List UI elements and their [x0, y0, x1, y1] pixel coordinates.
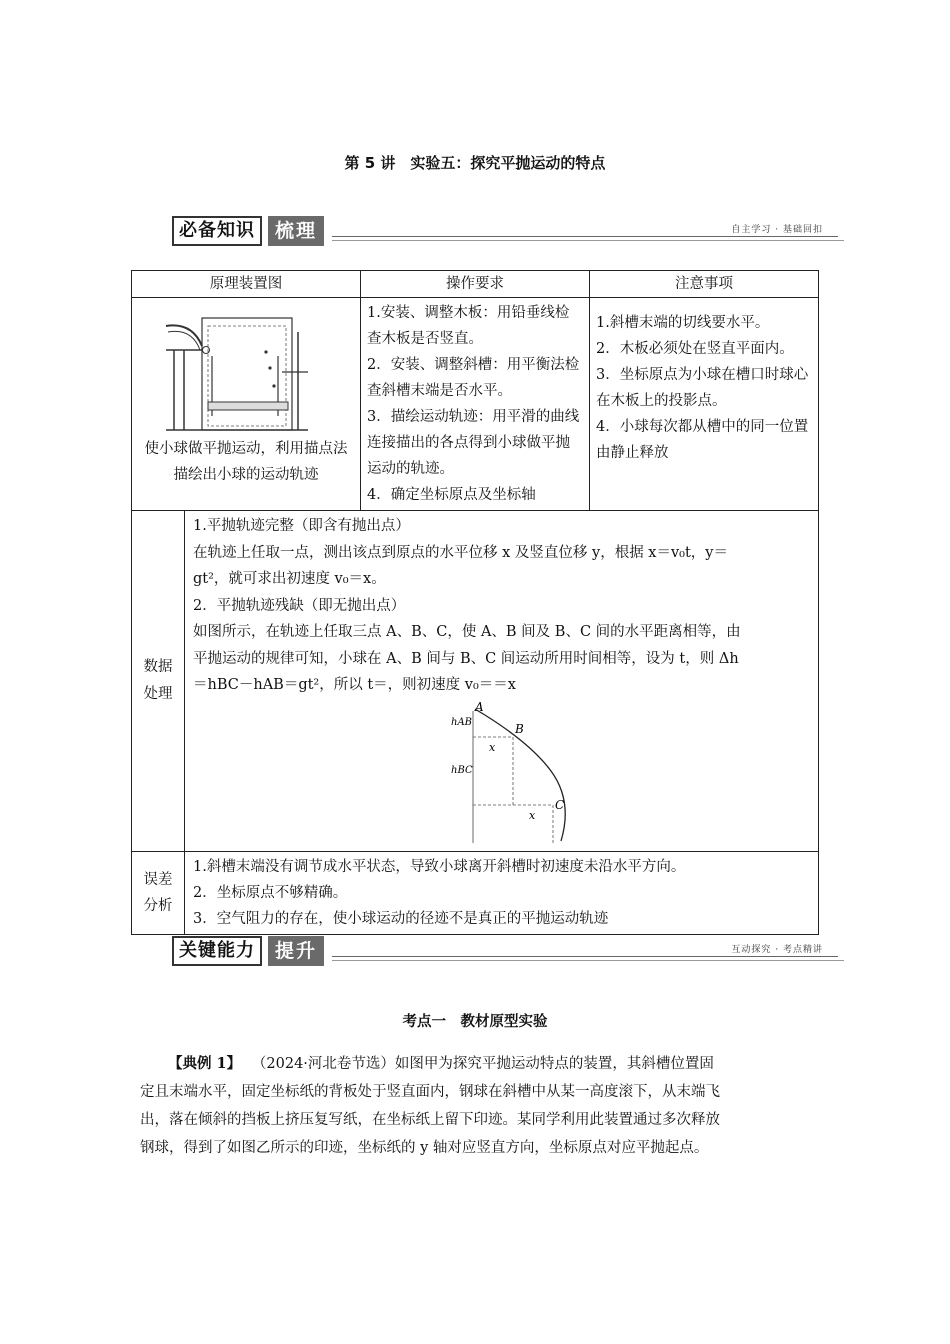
- note-item: 3．坐标原点为小球在槽口时球心在木板上的投影点。: [596, 367, 809, 409]
- banner-rule: [332, 236, 838, 237]
- note-item: 2．木板必须处在竖直平面内。: [596, 341, 794, 357]
- header-principle: 原理装置图: [132, 271, 361, 298]
- notes-cell: [590, 298, 819, 511]
- example-line: 出，落在倾斜的挡板上挤压复写纸，在坐标纸上留下印迹。某同学利用此装置通过多次释放: [140, 1112, 720, 1128]
- trajectory-diagram: [441, 701, 591, 849]
- banner-label: 关键能力: [172, 936, 262, 966]
- data-label: 数据处理: [132, 511, 185, 851]
- error-content: [185, 852, 819, 934]
- example-paragraph: [140, 1050, 816, 1162]
- hbc-label: hBC: [451, 764, 473, 776]
- operation-item: 4．确定坐标原点及坐标轴: [367, 487, 536, 503]
- header-operations: 操作要求: [361, 271, 590, 298]
- point-a-label: A: [475, 700, 484, 714]
- section-banner-skills: [172, 934, 844, 968]
- banner-tag: 自主学习 · 基础回扣: [728, 222, 826, 235]
- section-banner-basics: [172, 214, 844, 248]
- banner-tag: 互动探究 · 考点精讲: [728, 942, 826, 955]
- example-line: 定且末端水平，固定坐标纸的背板处于竖直面内，钢球在斜槽中从某一高度滚下，从末端飞: [140, 1084, 720, 1100]
- data-processing-row: [132, 511, 819, 852]
- data-line: 2．平抛轨迹残缺（即无抛出点）: [193, 597, 406, 614]
- principle-cell: [132, 298, 361, 511]
- operation-item: 2．安装、调整斜槽：用平衡法检查斜槽末端是否水平。: [367, 357, 580, 399]
- point-c-label: C: [555, 797, 565, 812]
- data-line: gt²，就可求出初速度 v₀＝x。: [193, 571, 386, 587]
- example-label: 【典例 1】: [168, 1055, 242, 1072]
- summary-table: [131, 270, 819, 935]
- data-line: 平抛运动的规律可知，小球在 A、B 间与 B、C 间运动所用时间相等，设为 t，则 Δh: [193, 650, 739, 667]
- error-line: 1.斜槽末端没有调节成水平状态，导致小球离开斜槽时初速度未沿水平方向。: [193, 858, 686, 875]
- example-source: （2024·河北卷节选）: [259, 1056, 395, 1072]
- error-analysis-row: [132, 851, 819, 934]
- data-line: 1.平抛轨迹完整（即含有抛出点）: [193, 518, 410, 534]
- note-item: 4．小球每次都从槽中的同一位置由静止释放: [596, 419, 809, 461]
- section-title: 考点一 教材原型实验: [402, 1014, 548, 1030]
- banner-label: 必备知识: [172, 216, 262, 246]
- operation-item: 3．描绘运动轨迹：用平滑的曲线连接描出的各点得到小球做平抛运动的轨迹。: [367, 409, 580, 477]
- operation-item: 1.安装、调整木板：用铅垂线检查木板是否竖直。: [367, 305, 570, 347]
- data-line: 在轨迹上任取一点，测出该点到原点的水平位移 x 及竖直位移 y，根据 x＝v₀t，y＝: [193, 544, 729, 561]
- error-line: 3．空气阻力的存在，使小球运动的径迹不是真正的平抛运动轨迹: [193, 910, 609, 927]
- banner-rule: [332, 956, 838, 957]
- example-line: 钢球，得到了如图乙所示的印迹，坐标纸的 y 轴对应竖直方向，坐标原点对应平抛起点。: [140, 1140, 709, 1156]
- example-line: 【典例 1】 （2024·河北卷节选）如图甲为探究平抛运动特点的装置，其斜槽位置固: [168, 1055, 714, 1072]
- banner-label-highlight: 提升: [268, 936, 324, 966]
- note-item: 1.斜槽末端的切线要水平。: [596, 315, 770, 331]
- header-notes: 注意事项: [590, 271, 819, 298]
- page-title: 第 5 讲 实验五：探究平抛运动的特点: [344, 154, 606, 172]
- data-line: 如图所示，在轨迹上任取三点 A、B、C，使 A、B 间及 B、C 间的水平距离相等，由: [193, 624, 741, 640]
- data-line: ＝hBC－hAB＝gt²，所以 t＝，则初速度 v₀＝＝x: [193, 677, 516, 693]
- point-b-label: B: [515, 721, 524, 736]
- error-label: 误差分析: [132, 852, 185, 934]
- principle-caption: 使小球做平抛运动，利用描点法描绘出小球的运动轨迹: [144, 441, 348, 483]
- data-content: [185, 511, 819, 851]
- banner-rule: [332, 960, 844, 961]
- operations-cell: [361, 298, 590, 511]
- hab-label: hAB: [451, 716, 473, 728]
- apparatus-diagram: [162, 312, 312, 436]
- banner-label-highlight: 梳理: [268, 216, 324, 246]
- x-label: x: [489, 740, 496, 754]
- banner-rule: [332, 240, 844, 241]
- x-label: x: [529, 808, 536, 822]
- error-line: 2．坐标原点不够精确。: [193, 884, 348, 901]
